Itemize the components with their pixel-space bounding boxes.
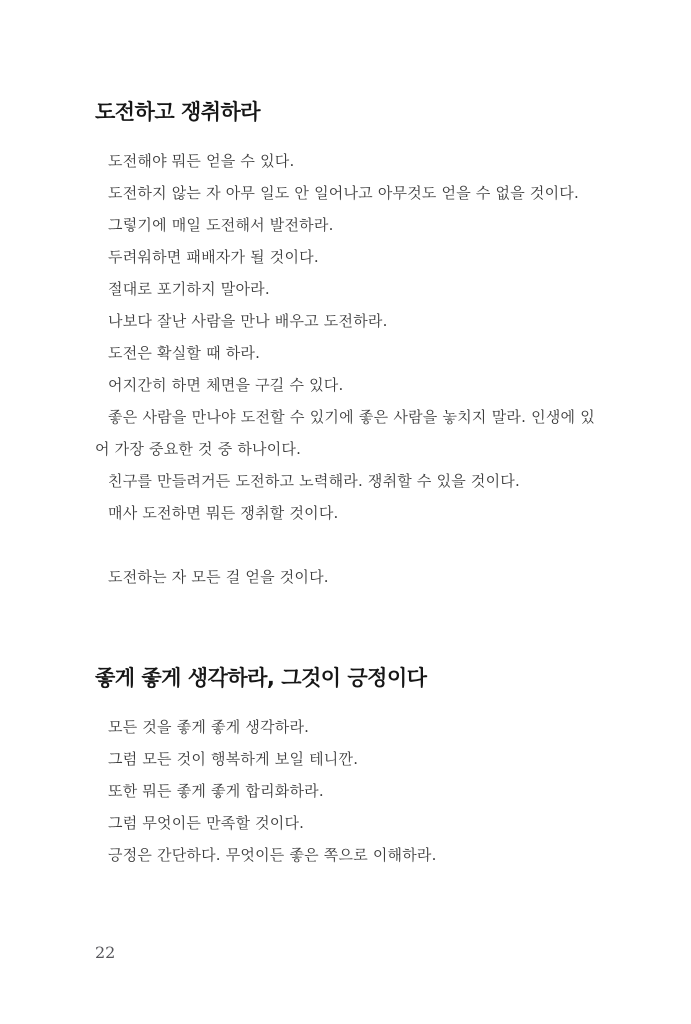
body-paragraph: 어지간히 하면 체면을 구길 수 있다. xyxy=(108,376,344,394)
section-positive xyxy=(95,665,595,871)
body-paragraph: 그럼 무엇이든 만족할 것이다. xyxy=(108,814,305,832)
body-paragraph: 긍정은 간단하다. 무엇이든 좋은 쪽으로 이해하라. xyxy=(108,846,437,864)
body-paragraph: 도전하지 않는 자 아무 일도 안 일어나고 아무것도 얻을 수 없을 것이다. xyxy=(108,184,579,202)
body-paragraph: 친구를 만들려거든 도전하고 노력해라. 쟁취할 수 있을 것이다. xyxy=(108,472,520,490)
section-heading-challenge: 도전하고 쟁취하라 xyxy=(95,100,261,124)
body-paragraph: 좋은 사람을 만나야 도전할 수 있기에 좋은 사람을 놓치지 말라. 인생에 있어 가장 중요한 것 중 하나이다. xyxy=(95,408,595,458)
body-paragraph: 도전은 확실할 때 하라. xyxy=(108,344,261,362)
section-challenge-paragraphs xyxy=(95,145,595,529)
section-positive-paragraphs xyxy=(95,711,595,871)
body-paragraph: 그렇기에 매일 도전해서 발전하라. xyxy=(108,216,334,234)
section-heading-positive: 좋게 좋게 생각하라, 그것이 긍정이다 xyxy=(95,666,427,690)
body-paragraph: 나보다 잘난 사람을 만나 배우고 도전하라. xyxy=(108,312,388,330)
closing-line: 도전하는 자 모든 걸 얻을 것이다. xyxy=(108,568,329,586)
body-paragraph: 도전해야 뭐든 얻을 수 있다. xyxy=(108,152,295,170)
body-paragraph: 두려워하면 패배자가 될 것이다. xyxy=(108,248,319,266)
body-paragraph: 모든 것을 좋게 좋게 생각하라. xyxy=(108,718,310,736)
section-challenge xyxy=(95,99,595,593)
page-number: 22 xyxy=(95,943,116,962)
body-paragraph: 매사 도전하면 뭐든 쟁취할 것이다. xyxy=(108,504,339,522)
body-paragraph: 그럼 모든 것이 행복하게 보일 테니깐. xyxy=(108,750,359,768)
body-paragraph: 또한 뭐든 좋게 좋게 합리화하라. xyxy=(108,782,324,800)
body-paragraph: 절대로 포기하지 말아라. xyxy=(108,280,270,298)
